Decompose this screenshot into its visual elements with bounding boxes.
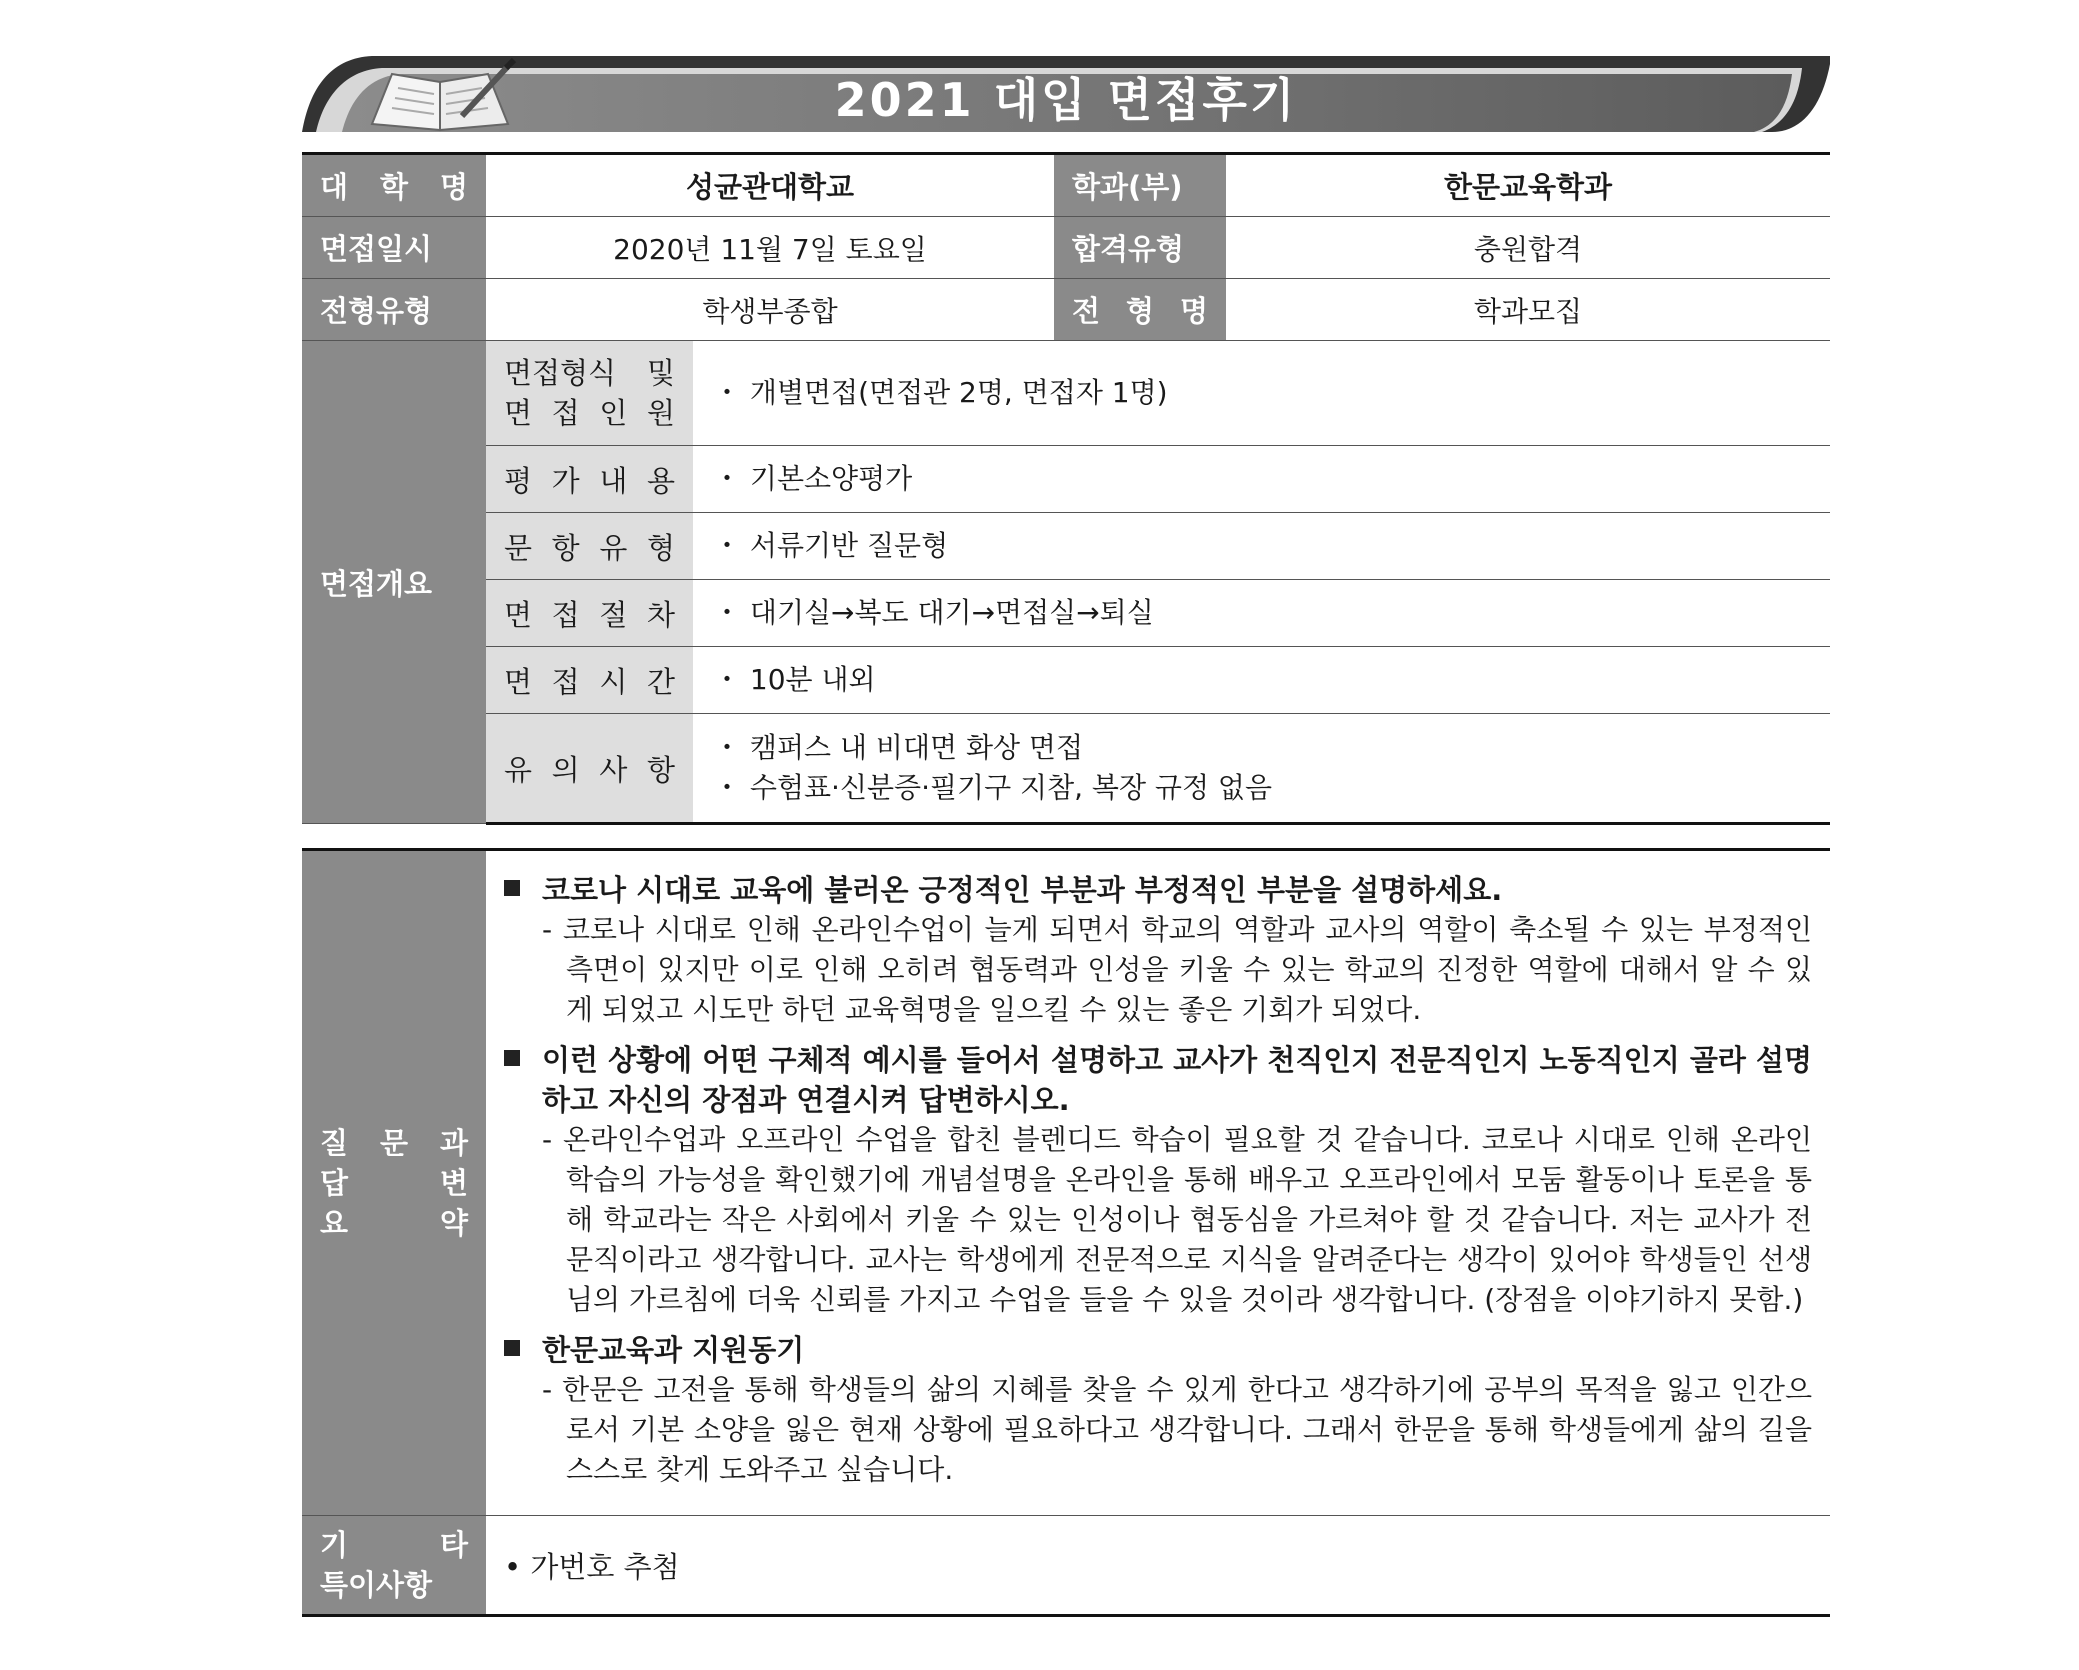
overview-eval-label: 평 가 내 용 [486, 446, 693, 513]
question-1 [504, 870, 1812, 910]
overview-notes-value [693, 714, 1830, 824]
etc-label [302, 1516, 486, 1616]
overview-row-format [302, 341, 1830, 446]
answer-2: - 온라인수업과 오프라인 수업을 합친 블렌디드 학습이 필요할 것 같습니다. 코로나 시대로 인해 온라인학습의 가능성을 확인했기에 개념설명을 온라인을 통해 배우고 오프라인에서 모둠 활동이나 토론을 통해 학교라는 작은 사회에서 키울 수 있는 인성이나 협동심을 가르쳐야 할 것 같습니다. 저는 교사가 전문직이라고 생각합니다. 교사는 학생에게 전문적으로 지식을 알려준다는 생각이 있어야 학생들인 선생님의 가르침에 더욱 신뢰를 가지고 수업을 들을 수 있을 것이라 생각합니다. (장점을 이야기하지 못함.) [542, 1123, 1812, 1316]
track-value: 학생부종합 [486, 279, 1054, 341]
overview-label: 면접개요 [302, 341, 486, 824]
question-1-text: 코로나 시대로 교육에 불러온 긍정적인 부분과 부정적인 부분을 설명하세요. [542, 873, 1503, 907]
list-item: ・ 기본소양평가 [713, 462, 913, 495]
square-bullet-icon [504, 1340, 520, 1356]
overview-format-label [486, 341, 693, 446]
list-item: ・ 서류기반 질문형 [713, 529, 949, 562]
overview-time-value [693, 647, 1830, 714]
question-2 [504, 1040, 1812, 1120]
overview-row-notes [302, 714, 1830, 824]
overview-format-label-line1: 면접형식 및 [504, 356, 675, 390]
university-value: 성균관대학교 [486, 154, 1054, 217]
etc-value: • 가번호 추첨 [504, 1549, 680, 1584]
interview-info-table [302, 152, 1830, 825]
info-row-date [302, 217, 1830, 279]
department-label: 학과(부) [1054, 154, 1226, 217]
university-label: 대 학 명 [302, 154, 486, 217]
track-label: 전형유형 [302, 279, 486, 341]
list-item: ・ 캠퍼스 내 비대면 화상 면접 [713, 731, 1084, 764]
overview-row-procedure [302, 580, 1830, 647]
list-item: ・ 개별면접(면접관 2명, 면접자 1명) [713, 376, 1168, 409]
list-item: ・ 대기실→복도 대기→면접실→퇴실 [713, 596, 1154, 629]
info-row-university [302, 154, 1830, 217]
overview-format-value [693, 341, 1830, 446]
list-item: ・ 10분 내외 [713, 663, 876, 696]
qa-label [302, 850, 486, 1516]
qa-content [486, 850, 1830, 1516]
qa-row [302, 850, 1830, 1516]
qa-label-line1: 질 문 과 [320, 1126, 468, 1160]
overview-time-label: 면 접 시 간 [486, 647, 693, 714]
overview-row-time [302, 647, 1830, 714]
overview-notes-label: 유 의 사 항 [486, 714, 693, 824]
track-name-label: 전 형 명 [1054, 279, 1226, 341]
result-label: 합격유형 [1054, 217, 1226, 279]
qa-table [302, 848, 1830, 1617]
overview-procedure-value [693, 580, 1830, 647]
department-value: 한문교육학과 [1226, 154, 1830, 217]
track-name-value: 학과모집 [1226, 279, 1830, 341]
overview-procedure-label: 면 접 절 차 [486, 580, 693, 647]
etc-label-line1: 기 타 [320, 1528, 468, 1562]
date-value: 2020년 11월 7일 토요일 [486, 217, 1054, 279]
square-bullet-icon [504, 880, 520, 896]
list-item: ・ 수험표·신분증·필기구 지참, 복장 규정 없음 [713, 771, 1273, 804]
answer-3: - 한문은 고전을 통해 학생들의 삶의 지혜를 찾을 수 있게 한다고 생각하기에 공부의 목적을 잃고 인간으로서 기본 소양을 잃은 현재 상황에 필요하다고 생각합니다. 그래서 한문을 통해 학생들에게 삶의 길을 스스로 찾게 도와주고 싶습니다. [542, 1373, 1812, 1486]
result-value: 충원합격 [1226, 217, 1830, 279]
overview-type-value [693, 513, 1830, 580]
qa-label-line3: 요 약 [320, 1206, 468, 1240]
square-bullet-icon [504, 1050, 520, 1066]
overview-format-label-line2: 면 접 인 원 [504, 396, 675, 430]
info-row-track [302, 279, 1830, 341]
header-banner [302, 56, 1830, 132]
overview-row-type [302, 513, 1830, 580]
question-3-text: 한문교육과 지원동기 [542, 1333, 805, 1367]
question-2-text: 이런 상황에 어떤 구체적 예시를 들어서 설명하고 교사가 천직인지 전문직인지 노동직인지 골라 설명하고 자신의 장점과 연결시켜 답변하시오. [542, 1043, 1812, 1117]
overview-eval-value [693, 446, 1830, 513]
etc-label-line2: 특이사항 [320, 1568, 433, 1602]
overview-type-label: 문 항 유 형 [486, 513, 693, 580]
page-title: 2021 대입 면접후기 [834, 73, 1298, 127]
answer-1: - 코로나 시대로 인해 온라인수업이 늘게 되면서 학교의 역할과 교사의 역할이 축소될 수 있는 부정적인 측면이 있지만 이로 인해 오히려 협동력과 인성을 키울 수 있는 학교의 진정한 역할에 대해서 알 수 있게 되었고 시도만 하던 교육혁명을 일으킬 수 있는 좋은 기회가 되었다. [542, 913, 1812, 1026]
date-label: 면접일시 [302, 217, 486, 279]
etc-row [302, 1516, 1830, 1616]
overview-row-eval [302, 446, 1830, 513]
question-3 [504, 1330, 1812, 1370]
qa-label-line2: 답 변 [320, 1166, 468, 1200]
